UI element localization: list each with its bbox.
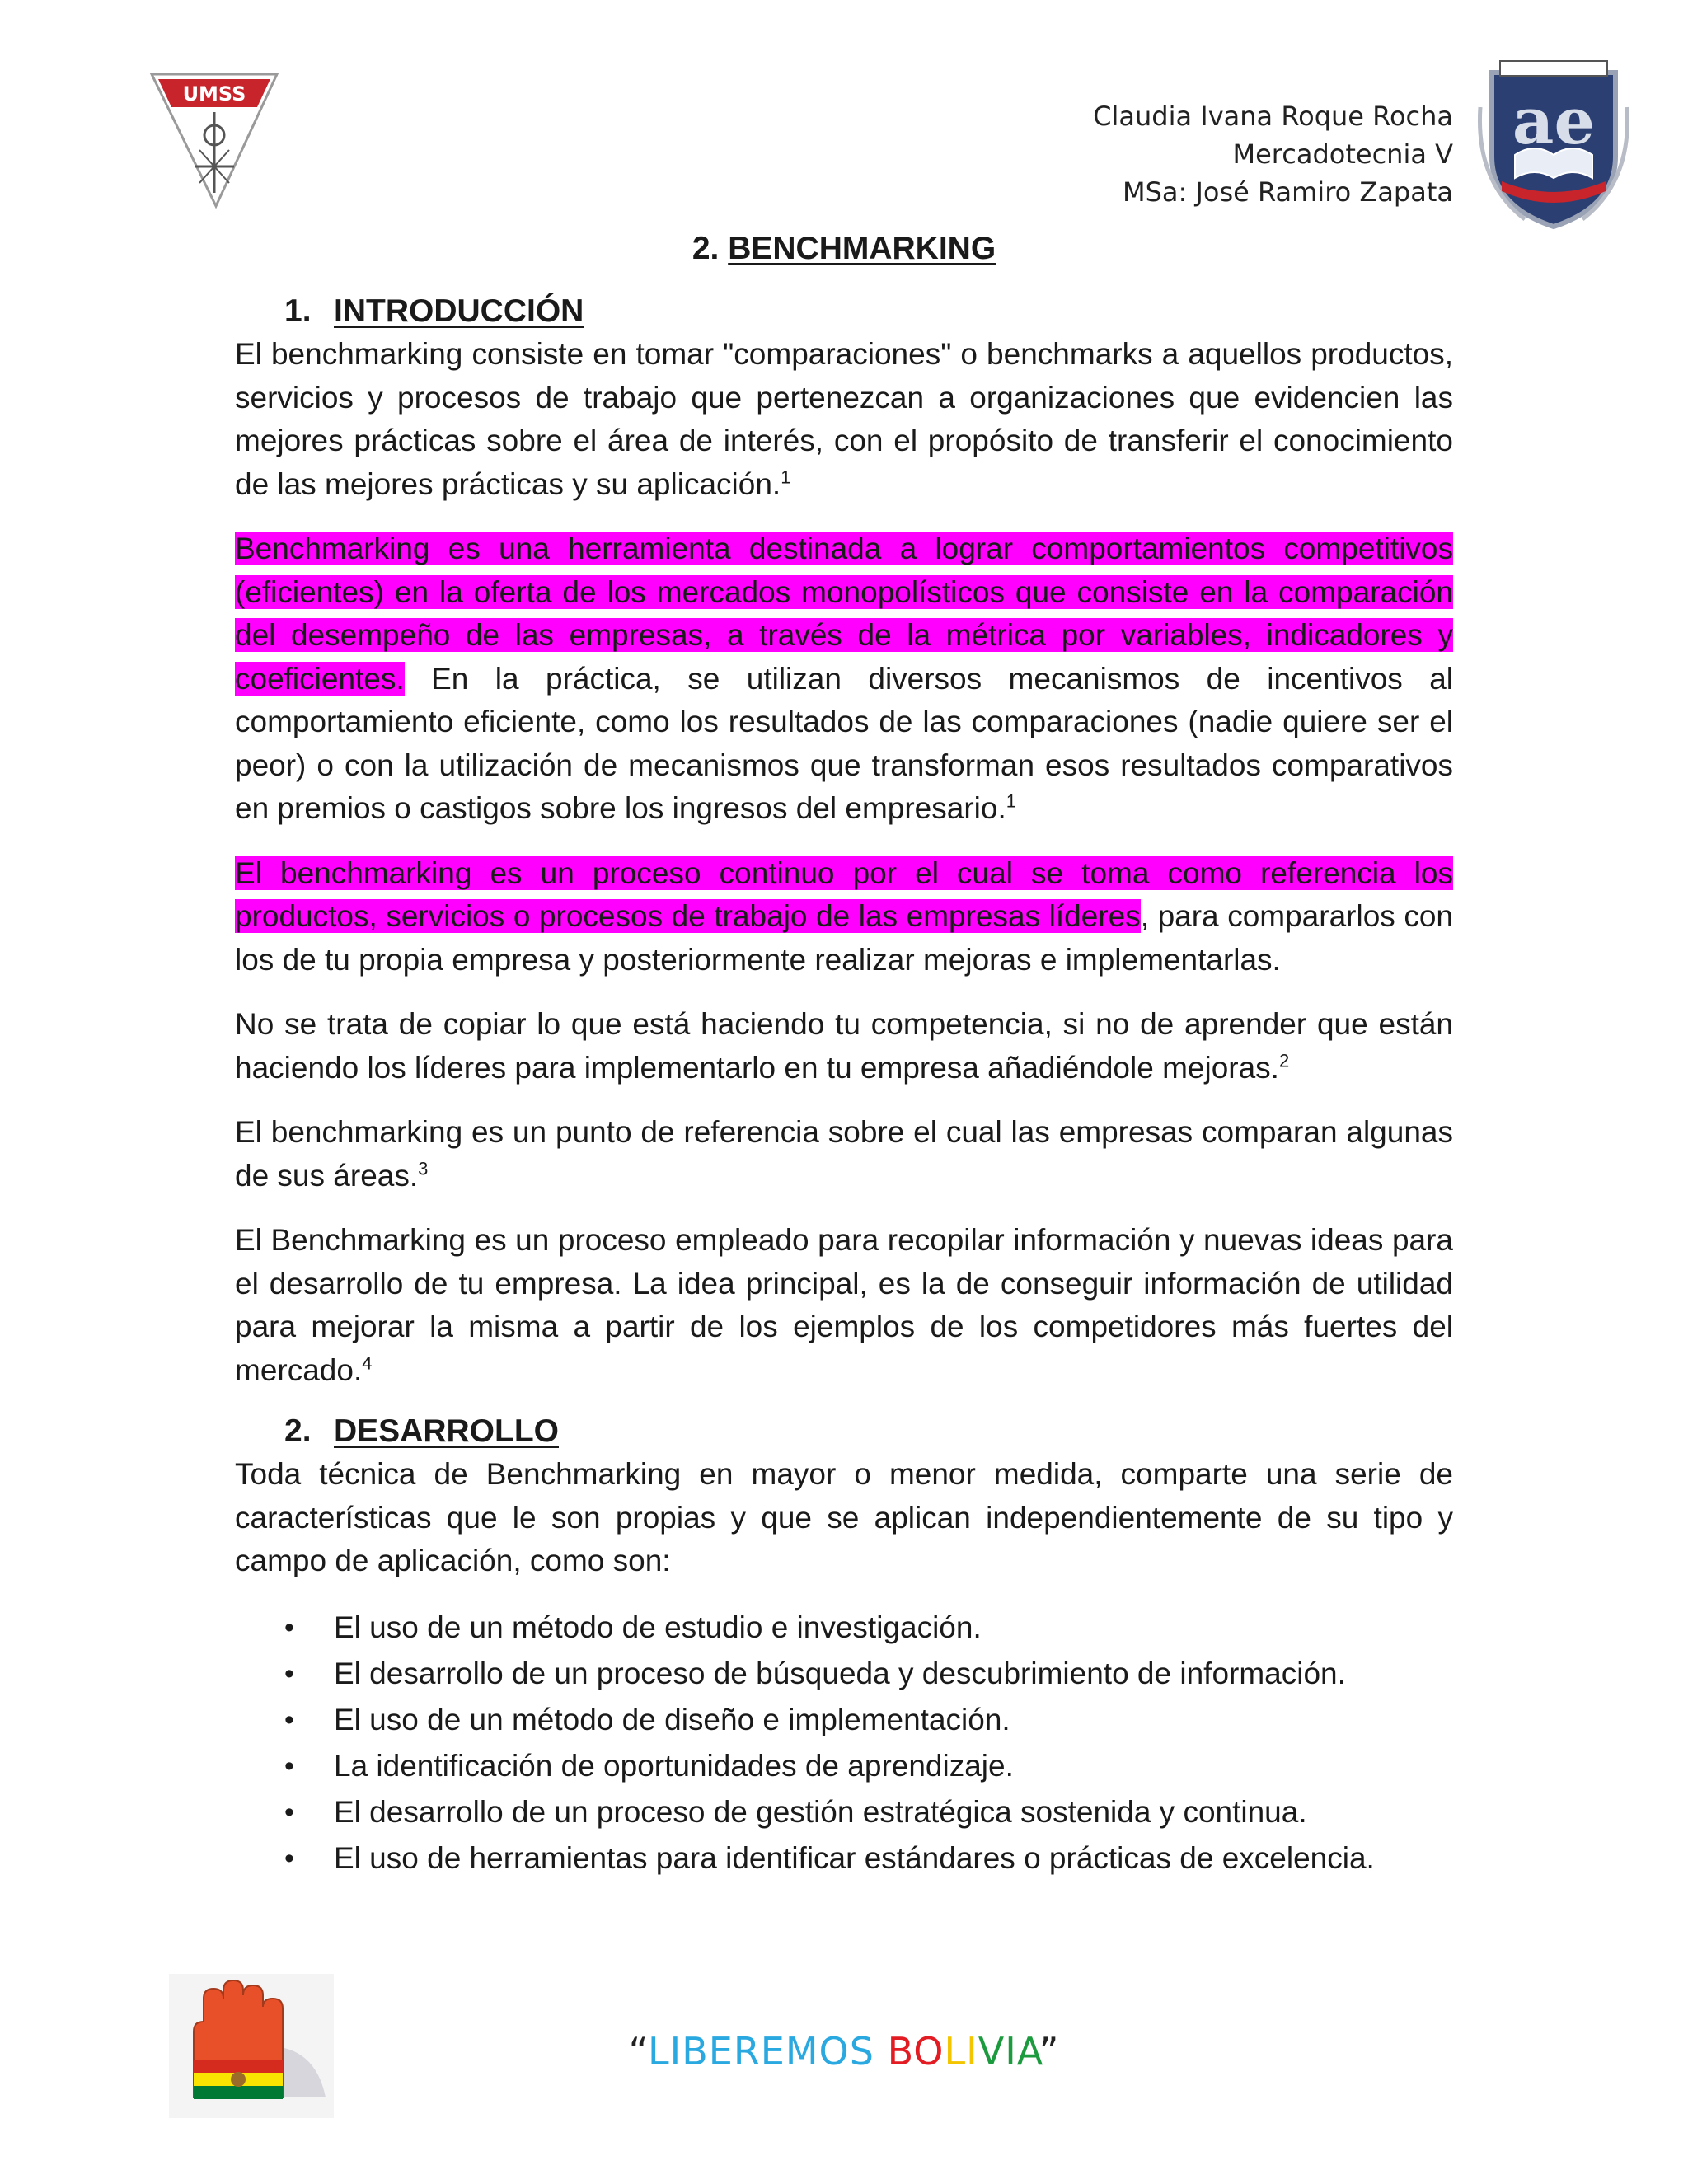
paragraph-text: En la práctica, se utilizan diversos mecanismos de incentivos al comportamiento eficiente, como los resultados de las comparaciones (nadie quiere ser el peor) o con la utilización de mecanismos que transforman esos resultados comparativos en premios o castigos sobre los ingresos del empresario. xyxy=(235,661,1453,825)
paragraph-5 xyxy=(235,1111,1453,1197)
footnote-ref: 3 xyxy=(418,1158,429,1179)
crest-text: ae xyxy=(1512,84,1596,159)
paragraph-3 xyxy=(235,852,1453,982)
highlighted-text: El benchmarking es un proceso continuo por el cual se toma como referencia los productos, servicios o procesos de trabajo de las empresas líderes xyxy=(235,855,1453,933)
header-info xyxy=(1093,97,1453,211)
highlighted-text: Benchmarking es una herramienta destinada a lograr comportamientos competitivos (eficientes) en la oferta de los mercados monopolísticos que consiste en la comparación del desempeño de las empresas, a través de la métrica por variables, indicadores y coeficientes. xyxy=(235,532,1453,696)
list-item: • El uso de un método de diseño e implementación. xyxy=(235,1697,1453,1743)
motto-part-3: LI xyxy=(944,2029,978,2074)
document-body xyxy=(235,224,1453,1882)
paragraph-text: El benchmarking consiste en tomar "comparaciones" o benchmarks a aquellos productos, servicios y procesos de trabajo que pertenezcan a organizaciones que evidencien las mejores prácticas sobre el área de interés, con el propósito de transferir el conocimiento de las mejores prácticas y su aplicación. xyxy=(235,337,1453,501)
list-item: • El uso de un método de estudio e investigación. xyxy=(235,1605,1453,1651)
paragraph-text: El benchmarking es un punto de referencia sobre el cual las empresas comparan algunas de sus áreas. xyxy=(235,1115,1453,1193)
footnote-ref: 1 xyxy=(1006,790,1016,812)
section-heading-introduccion xyxy=(235,290,1453,333)
list-item: • El uso de herramientas para identificar estándares o prácticas de excelencia. xyxy=(235,1835,1453,1882)
paragraph-1 xyxy=(235,333,1453,506)
title-text: BENCHMARKING xyxy=(728,231,996,266)
university-shield-icon xyxy=(148,69,280,209)
motto-part-1: LIBEREMOS xyxy=(648,2029,888,2074)
footnote-ref: 2 xyxy=(1278,1050,1290,1071)
footnote-ref: 4 xyxy=(362,1352,373,1374)
motto-open-quote: “ xyxy=(628,2029,648,2074)
author-name: Claudia Ivana Roque Rocha xyxy=(1093,101,1453,132)
title-number: 2. xyxy=(692,231,729,266)
section-title: DESARROLLO xyxy=(334,1413,559,1449)
motto-part-4: VIA xyxy=(978,2029,1039,2074)
motto-close-quote: ” xyxy=(1039,2029,1060,2074)
document-title xyxy=(235,224,1453,274)
footnote-ref: 1 xyxy=(781,466,791,488)
course-name: Mercadotecnia V xyxy=(1232,138,1453,170)
paragraph-4 xyxy=(235,1003,1453,1090)
paragraph-6 xyxy=(235,1219,1453,1392)
list-item: • La identificación de oportunidades de aprendizaje. xyxy=(235,1743,1453,1789)
paragraph-text: , para compararlos con los de tu propia empresa y posteriormente realizar mejoras e implementarlas. xyxy=(235,899,1453,977)
characteristics-list xyxy=(235,1605,1453,1882)
career-crest-icon xyxy=(1475,58,1632,231)
paragraph-text: El Benchmarking es un proceso empleado para recopilar información y nuevas ideas para el desarrollo de tu empresa. La idea principal, es la de conseguir información de utilidad para mejorar la misma a partir de los ejemplos de los competidores más fuertes del mercado. xyxy=(235,1223,1453,1387)
paragraph-text: No se trata de copiar lo que está haciendo tu competencia, si no de aprender que están haciendo los líderes para implementarlo en tu empresa añadiéndole mejoras. xyxy=(235,1007,1453,1085)
section-number: 1. xyxy=(284,293,312,329)
shield-text: UMSS xyxy=(182,82,246,105)
paragraph-2 xyxy=(235,527,1453,831)
section-title: INTRODUCCIÓN xyxy=(334,293,584,329)
teacher-name: MSa: José Ramiro Zapata xyxy=(1122,176,1453,208)
section-number: 2. xyxy=(284,1413,312,1449)
list-item: • El desarrollo de un proceso de búsqueda y descubrimiento de información. xyxy=(235,1651,1453,1697)
section-heading-desarrollo xyxy=(235,1410,1453,1453)
motto-part-2: BO xyxy=(887,2029,945,2074)
paragraph-intro-desarrollo: Toda técnica de Benchmarking en mayor o menor medida, comparte una serie de características que le son propias y que se aplican independientemente de su tipo y campo de aplicación, como son: xyxy=(235,1457,1453,1577)
list-item: • El desarrollo de un proceso de gestión estratégica sostenida y continua. xyxy=(235,1789,1453,1835)
footer-motto xyxy=(0,2029,1688,2074)
